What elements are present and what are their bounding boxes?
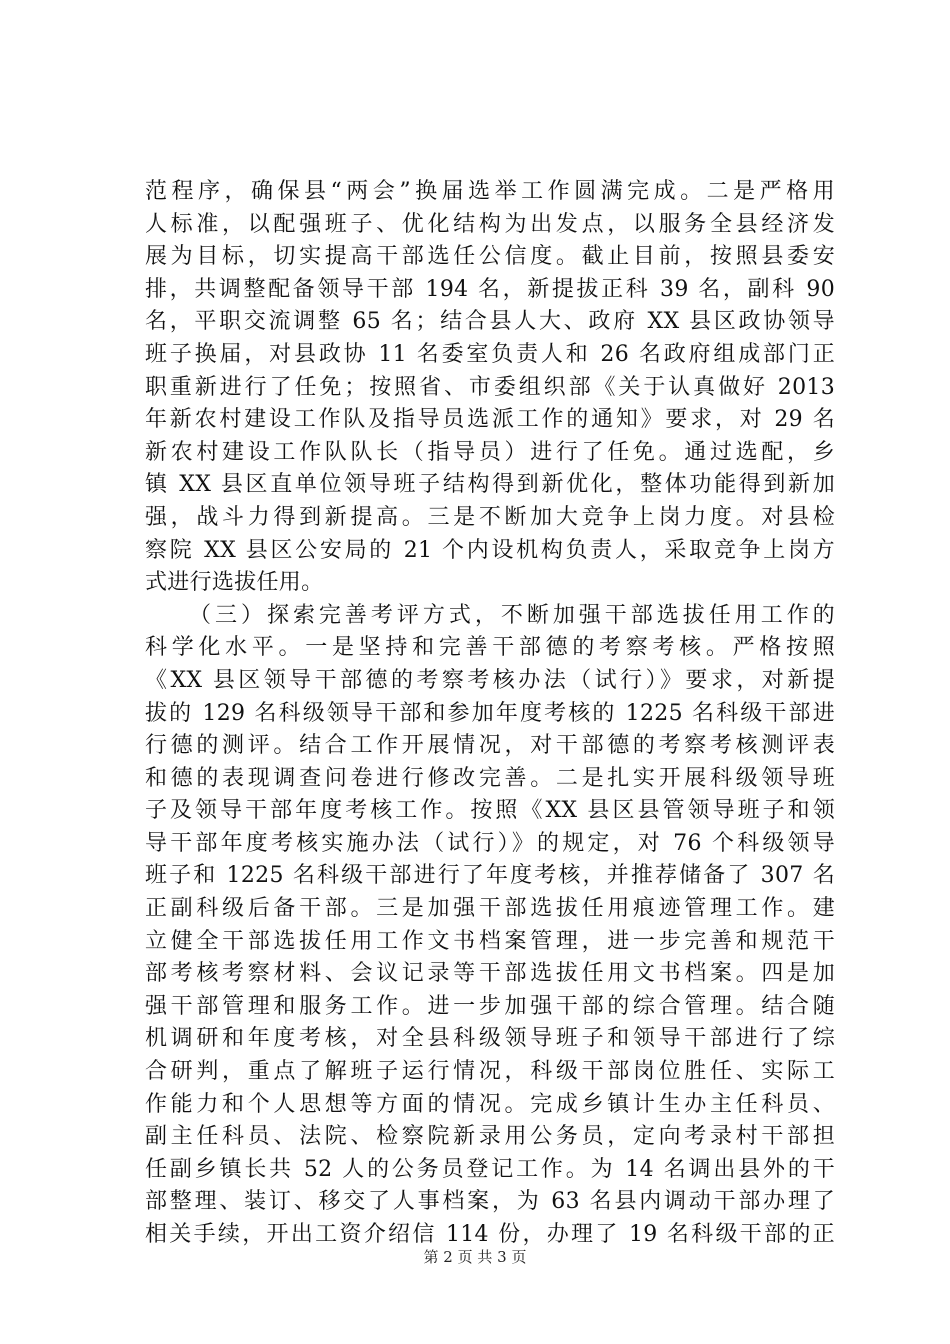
text-line: 作能力和个人思想等方面的情况。完成乡镇计生办主任科员、 — [145, 1091, 835, 1117]
text-line: 察院 XX 县区公安局的 21 个内设机构负责人，采取竞争上岗方 — [145, 537, 835, 563]
text-line: 职重新进行了任免；按照省、市委组织部《关于认真做好 2013 — [145, 374, 835, 400]
text-line: 立健全干部选拔任用工作文书档案管理，进一步完善和规范干 — [145, 928, 835, 954]
text-line: 部考核考察材料、会议记录等干部选拔任用文书档案。四是加 — [145, 961, 835, 987]
text-line: 排，共调整配备领导干部 194 名，新提拔正科 39 名，副科 90 — [145, 276, 835, 302]
text-line: 人标准，以配强班子、优化结构为出发点，以服务全县经济发 — [145, 211, 835, 237]
text-line: 子及领导干部年度考核工作。按照《XX 县区县管领导班子和领 — [145, 798, 835, 824]
document-body — [145, 176, 835, 1252]
text-line: 班子和 1225 名科级干部进行了年度考核，并推荐储备了 307 名 — [145, 863, 835, 889]
paragraph-end-line: 式进行选拔任用。 — [145, 570, 324, 596]
page-footer: 第 2 页 共 3 页 — [423, 1248, 527, 1266]
text-line: 机调研和年度考核，对全县科级领导班子和领导干部进行了综 — [145, 1026, 835, 1052]
text-line: 相关手续，开出工资介绍信 114 份，办理了 19 名科级干部的正 — [145, 1222, 835, 1247]
text-line: 年新农村建设工作队及指导员选派工作的通知》要求，对 29 名 — [145, 407, 835, 433]
text-line: 班子换届，对县政协 11 名委室负责人和 26 名政府组成部门正 — [145, 341, 835, 367]
text-line: 行德的测评。结合工作开展情况，对干部德的考察考核测评表 — [145, 733, 835, 759]
text-line: 合研判，重点了解班子运行情况，科级干部岗位胜任、实际工 — [145, 1059, 835, 1085]
text-line: 正副科级后备干部。三是加强干部选拔任用痕迹管理工作。建 — [145, 896, 835, 922]
text-line: 副主任科员、法院、检察院新录用公务员，定向考录村干部担 — [145, 1124, 835, 1150]
text-line: 部整理、装订、移交了人事档案，为 63 名县内调动干部办理了 — [145, 1189, 835, 1215]
text-line: 强，战斗力得到新提高。三是不断加大竞争上岗力度。对县检 — [145, 504, 835, 530]
text-line: 新农村建设工作队队长（指导员）进行了任免。通过选配，乡 — [145, 439, 835, 465]
text-line: 名，平职交流调整 65 名；结合县人大、政府 XX 县区政协领导 — [145, 309, 835, 335]
text-line: 展为目标，切实提高干部选任公信度。截止目前，按照县委安 — [145, 244, 835, 270]
text-line: 任副乡镇长共 52 人的公务员登记工作。为 14 名调出县外的干 — [145, 1156, 835, 1182]
text-line: 导干部年度考核实施办法（试行）》的规定，对 76 个科级领导 — [145, 830, 835, 856]
text-line: 镇 XX 县区直单位领导班子结构得到新优化，整体功能得到新加 — [145, 472, 835, 498]
text-line: 拔的 129 名科级领导干部和参加年度考核的 1225 名科级干部进 — [145, 700, 835, 726]
text-line: 强干部管理和服务工作。进一步加强干部的综合管理。结合随 — [145, 993, 835, 1019]
text-line: 科学化水平。一是坚持和完善干部德的考察考核。严格按照 — [145, 635, 835, 661]
text-line: 和德的表现调查问卷进行修改完善。二是扎实开展科级领导班 — [145, 765, 835, 791]
text-line: 《XX 县区领导干部德的考察考核办法（试行）》要求，对新提 — [145, 667, 835, 693]
text-line: 范程序，确保县“两会”换届选举工作圆满完成。二是严格用 — [145, 179, 835, 204]
section-heading-line: （三）探索完善考评方式，不断加强干部选拔任用工作的 — [189, 602, 835, 628]
